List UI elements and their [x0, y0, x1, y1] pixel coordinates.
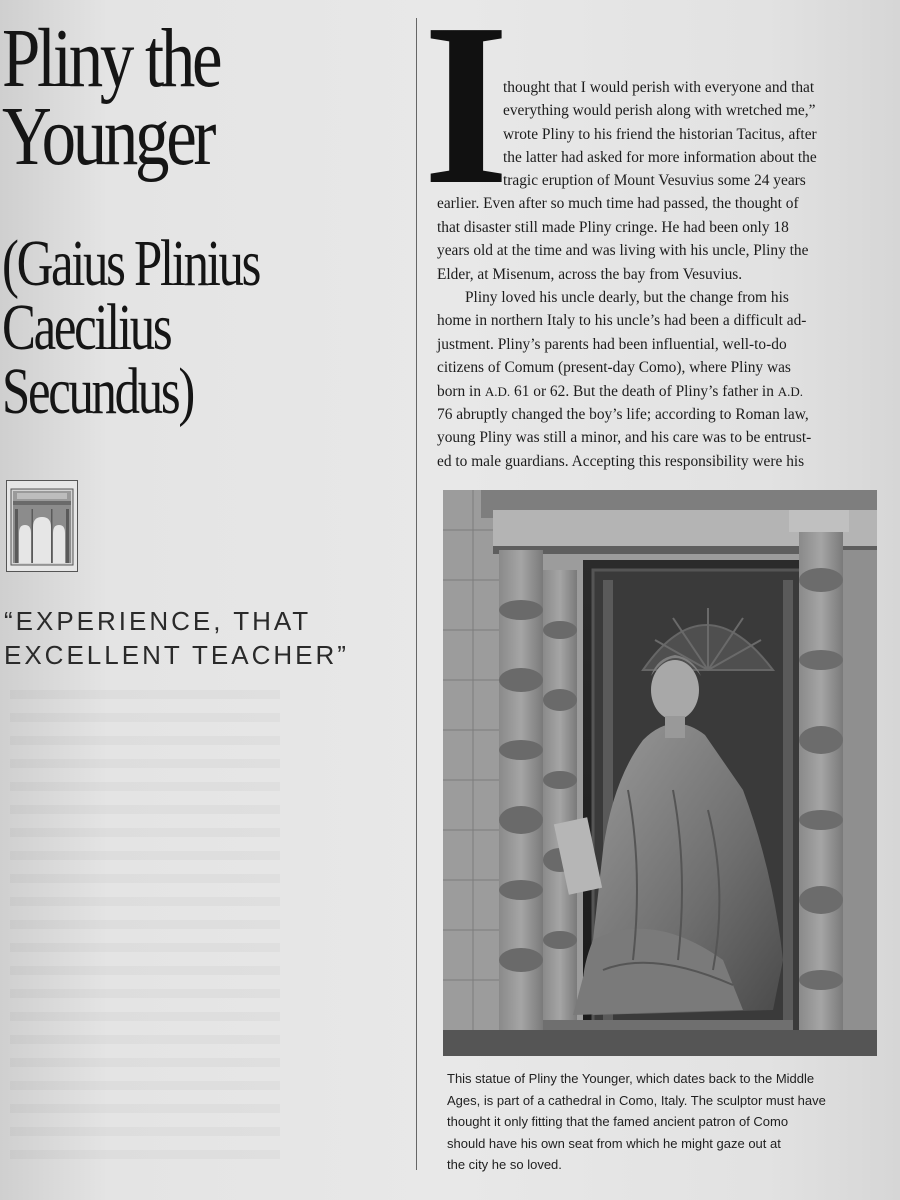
statue-photo-icon	[443, 490, 877, 1056]
article-text	[437, 169, 811, 473]
column-divider	[416, 18, 417, 1170]
drop-cap	[423, 0, 509, 233]
caption-line: Ages, is part of a cathedral in Como, Italy. The sculptor must have	[447, 1092, 826, 1108]
text-fragment: born in	[437, 382, 485, 400]
text-line: everything would perish along with wretched me,”	[503, 102, 816, 120]
text-fragment: 61 or 62. But the death of Pliny’s father in	[510, 382, 778, 400]
text-line: Pliny loved his uncle dearly, but the change from his	[465, 288, 789, 306]
bleed-through-text	[10, 690, 280, 1160]
subtitle-line: (Gaius Plinius	[2, 227, 260, 300]
chapter-title: Pliny the Younger	[2, 12, 220, 183]
text-line: tragic eruption of Mount Vesuvius some 24 years	[503, 172, 806, 189]
subtitle-line: Caecilius	[2, 291, 171, 364]
era-label: A.D.	[777, 383, 804, 399]
drop-cap-letter: I	[423, 0, 509, 233]
text-line: 76 abruptly changed the boy’s life; according to Roman law,	[437, 405, 809, 423]
caption-line: thought it only fitting that the famed ancient patron of Como	[447, 1114, 789, 1129]
text-line: that disaster still made Pliny cringe. He had been only 18	[437, 218, 789, 236]
caption-line: the city he so loved.	[447, 1157, 562, 1172]
text-line: earlier. Even after so much time had passed, the thought of	[437, 195, 799, 213]
text-line: ed to male guardians. Accepting this responsibility were his	[437, 452, 805, 470]
text-line: thought that I would perish with everyone and that	[503, 79, 815, 96]
era-label: A.D.	[484, 383, 511, 399]
caption-line: should have his own seat from which he might gaze out at	[447, 1135, 781, 1151]
caption-line: This statue of Pliny the Younger, which dates back to the Middle	[447, 1071, 815, 1086]
text-line: the latter had asked for more information about the	[503, 149, 817, 167]
epigraph	[4, 604, 384, 672]
roman-arch-icon	[6, 480, 78, 572]
chapter-subtitle	[2, 227, 372, 428]
subtitle-line: Secundus)	[2, 355, 193, 428]
article-text-beside-cap	[503, 76, 817, 170]
epigraph-line: “EXPERIENCE, THAT	[4, 606, 312, 636]
photo-caption	[447, 1068, 877, 1176]
epigraph-line: EXCELLENT TEACHER”	[4, 640, 349, 670]
text-line: home in northern Italy to his uncle’s had been a difficult ad-	[437, 312, 807, 330]
text-line: years old at the time and was living with his uncle, Pliny the	[437, 242, 809, 260]
text-line: citizens of Comum (present-day Como), where Pliny was	[437, 359, 791, 377]
text-line: justment. Pliny’s parents had been influential, well-to-do	[437, 335, 787, 353]
text-line-with-era	[437, 380, 811, 403]
text-line: young Pliny was still a minor, and his care was to be entrust-	[437, 429, 812, 447]
text-line: Elder, at Misenum, across the bay from Vesuvius.	[437, 265, 743, 283]
text-line: wrote Pliny to his friend the historian Tacitus, after	[503, 125, 817, 143]
